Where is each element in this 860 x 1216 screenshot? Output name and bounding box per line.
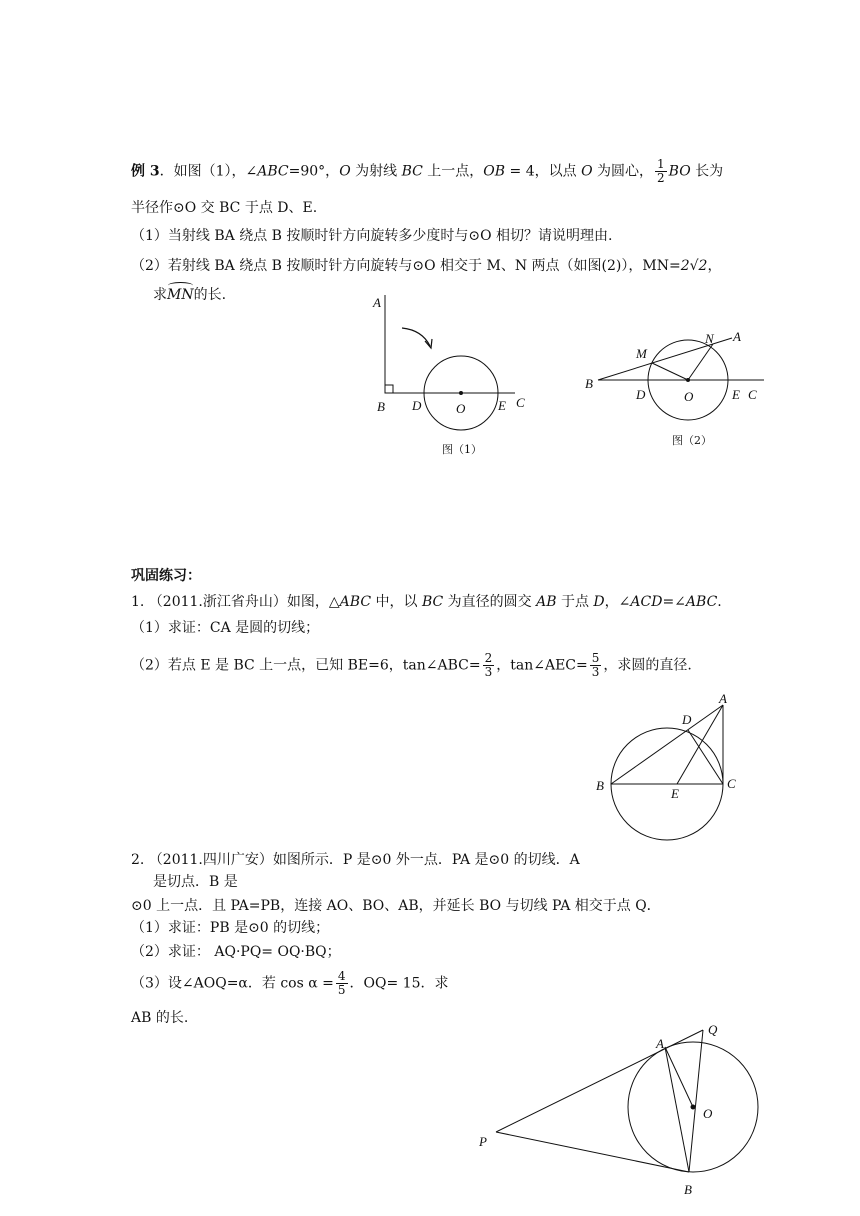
- label-e: E: [671, 786, 679, 801]
- text: AB: [536, 594, 557, 610]
- text: （3）设∠AOQ=α．若 cos α =: [131, 975, 334, 992]
- text: =90°，: [288, 163, 340, 180]
- text: D: [593, 594, 605, 610]
- label-m: M: [636, 346, 647, 361]
- text: ，∠: [604, 594, 631, 610]
- figure-1: [370, 290, 540, 420]
- text: 求: [153, 287, 167, 303]
- label-a: A: [733, 329, 741, 344]
- numerator: 1: [657, 157, 665, 171]
- label-p: P: [479, 1134, 487, 1149]
- label-b: B: [377, 399, 385, 414]
- text: 为直径的圆交: [443, 594, 537, 610]
- text: （2）若点 E 是 BC 上一点，已知 BE=6，tan∠ABC=: [131, 657, 481, 674]
- denominator: 3: [484, 665, 493, 679]
- example3-line1: [131, 158, 723, 185]
- segment-ab: [665, 1047, 689, 1172]
- label-c: C: [516, 395, 525, 410]
- segment-qb: [689, 1030, 703, 1172]
- problem2-line2: 是切点．B 是: [153, 874, 238, 890]
- text: 上一点，: [422, 163, 484, 180]
- text: 中，以: [371, 594, 422, 610]
- numerator: 4: [337, 969, 346, 983]
- text: ABC: [257, 163, 289, 180]
- label-n: N: [705, 331, 714, 346]
- text: 为圆心，: [592, 163, 653, 180]
- segment-om: [652, 363, 688, 380]
- figure-2-caption: 图（2）: [672, 434, 712, 447]
- numerator: 2: [484, 651, 493, 665]
- text: ，tan∠AEC=: [496, 657, 588, 674]
- problem1-line1: [131, 592, 722, 612]
- problem2-question1: （1）求证：PB 是⊙0 的切线；: [131, 920, 330, 936]
- problem2-question2: （2）求证： AQ·PQ= OQ·BQ；: [131, 944, 341, 960]
- label-a: A: [373, 295, 381, 310]
- problem1-question2: [131, 652, 692, 679]
- denominator: 2: [657, 171, 665, 185]
- value-mn: 2√2: [680, 258, 708, 274]
- label-d: D: [682, 712, 692, 727]
- segment-ao: [665, 1047, 693, 1107]
- fraction-tan-aec: [590, 652, 602, 679]
- label-d: D: [636, 387, 646, 402]
- label-a: A: [656, 1036, 664, 1051]
- label-c: C: [748, 387, 757, 402]
- center-o: [459, 391, 463, 395]
- segment-on: [688, 344, 713, 380]
- label-o: O: [684, 389, 694, 404]
- text: 长为: [690, 163, 724, 180]
- text: BO: [668, 163, 691, 180]
- example3-line2: 半径作⊙O 交 BC 于点 D、E.: [131, 200, 318, 216]
- label-e: E: [732, 387, 740, 402]
- problem2-question3: [131, 970, 448, 997]
- label-e: E: [498, 398, 506, 413]
- figure-4: [470, 1020, 770, 1200]
- label-d: D: [412, 398, 422, 413]
- denominator: 5: [337, 983, 346, 997]
- fraction-half: [655, 158, 667, 185]
- denominator: 3: [591, 665, 600, 679]
- problem2-last-line: AB 的长.: [131, 1010, 189, 1026]
- text: 1. （2011.浙江省舟山）如图，△: [131, 594, 340, 610]
- text: ，: [707, 258, 722, 274]
- example3-question1: （1）当射线 BA 绕点 B 按顺时针方向旋转多少度时与⊙O 相切？请说明理由.: [131, 228, 613, 244]
- example3-title: 例 3: [131, 163, 160, 180]
- problem2-line1: 2. （2011.四川广安）如图所示．P 是⊙0 外一点．PA 是⊙0 的切线．A: [131, 852, 580, 868]
- text: 为射线: [350, 163, 402, 180]
- fraction-tan-abc: [483, 652, 495, 679]
- text: BC: [421, 594, 444, 610]
- segment-pb: [496, 1132, 689, 1172]
- practice-title: 巩固练习：: [131, 568, 201, 584]
- figure-2: [580, 325, 780, 435]
- text: 的长.: [193, 287, 227, 303]
- text: 于点: [556, 594, 594, 610]
- text: =∠: [662, 594, 686, 610]
- center-o: [691, 1105, 696, 1110]
- text: ．如图（1），∠: [159, 163, 258, 180]
- fraction-cos: [336, 970, 348, 997]
- text: ABC: [685, 594, 718, 610]
- text: O: [339, 163, 351, 180]
- text: BC: [401, 163, 423, 180]
- center-o: [686, 378, 690, 382]
- label-q: Q: [708, 1022, 718, 1037]
- text: O: [581, 163, 593, 180]
- label-b: B: [585, 376, 593, 391]
- example3-question2-cont: [153, 285, 226, 305]
- example3-question2: [131, 256, 721, 276]
- text: ACD: [630, 594, 663, 610]
- figure-3: [585, 690, 745, 840]
- label-b: B: [684, 1182, 692, 1197]
- figure-1-caption: 图（1）: [442, 443, 482, 456]
- text: ABC: [339, 594, 372, 610]
- label-c: C: [727, 776, 736, 791]
- arc-mn: MN: [167, 287, 194, 303]
- rotation-arrow: [402, 328, 430, 346]
- text: （2）若射线 BA 绕点 B 按顺时针方向旋转与⊙O 相交于 M、N 两点（如图(2)），MN=: [131, 258, 681, 274]
- text: = 4，以点: [505, 163, 582, 180]
- label-o: O: [456, 401, 466, 416]
- problem1-question1: （1）求证：CA 是圆的切线；: [131, 620, 320, 636]
- text: .: [717, 594, 722, 610]
- label-o: O: [703, 1106, 713, 1121]
- label-a: A: [719, 691, 727, 706]
- text: ．OQ= 15．求: [349, 975, 449, 992]
- right-angle-mark: [385, 385, 393, 393]
- problem2-line3: ⊙0 上一点．且 PA=PB，连接 AO、BO、AB，并延长 BO 与切线 PA 相交于点 Q．: [131, 898, 661, 914]
- text: ，求圆的直径.: [603, 657, 692, 674]
- numerator: 5: [591, 651, 600, 665]
- label-b: B: [596, 778, 604, 793]
- text: OB: [483, 163, 506, 180]
